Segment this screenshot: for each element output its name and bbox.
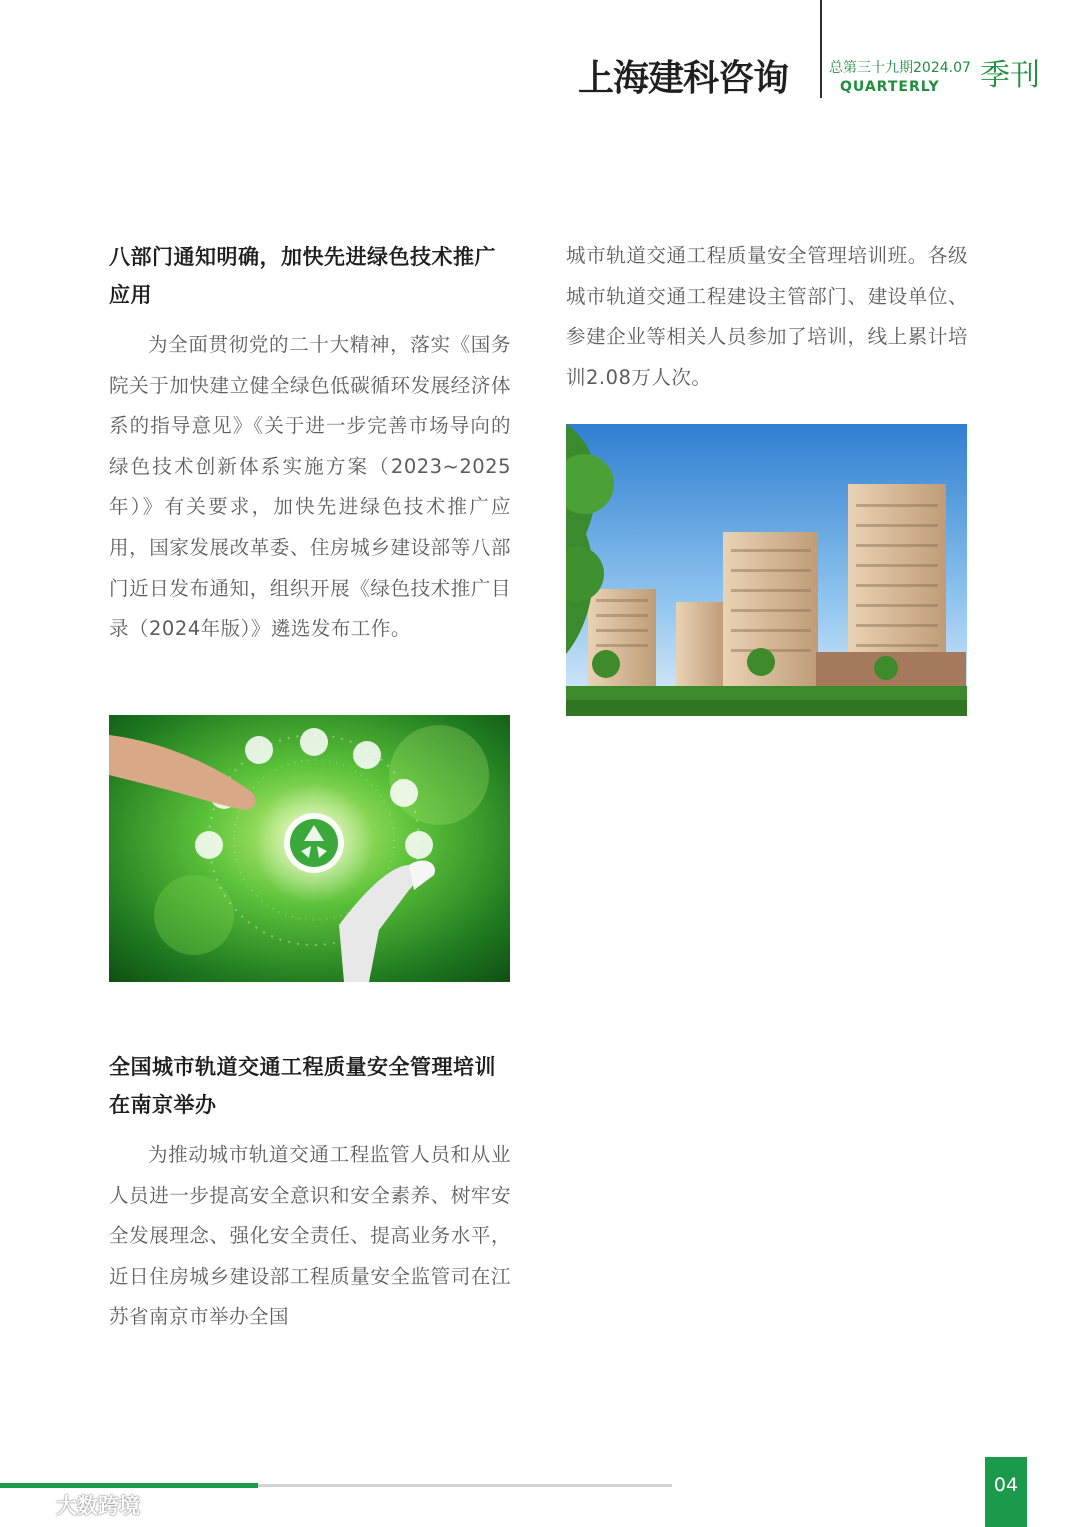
- footer-accent-rule: [0, 1483, 258, 1488]
- article-2: [109, 1048, 511, 1338]
- article-2-heading: 全国城市轨道交通工程质量安全管理培训在南京举办: [109, 1055, 496, 1117]
- article-2-continued: [566, 236, 968, 398]
- article-2-body-continued: 城市轨道交通工程质量安全管理培训班。各级城市轨道交通工程建设主管部门、建设单位、参建企业等相关人员参加了培训，线上累计培训2.08万人次。: [566, 244, 968, 389]
- article-1-body: 为全面贯彻党的二十大精神，落实《国务院关于加快建立健全绿色低碳循环发展经济体系的指导意见》《关于进一步完善市场导向的绿色技术创新体系实施方案（2023~2025年）》有关要求，加快先进绿色技术推广应用，国家发展改革委、住房城乡建设部等八部门近日发布通知，组织开展《绿色技术推广目录（2024年版）》遴选发布工作。: [109, 333, 511, 641]
- masthead-divider: [820, 0, 822, 98]
- issue-number: 总第三十九期2024.07: [829, 60, 971, 76]
- article-1-heading: 八部门通知明确，加快先进绿色技术推广应用: [109, 245, 496, 307]
- green-technology-image: [109, 715, 510, 982]
- quarterly-label: QUARTERLY: [840, 79, 940, 95]
- page-number: 04: [985, 1457, 1027, 1527]
- article-1: [109, 238, 511, 650]
- quarterly-chinese-label: 季刊: [980, 58, 1040, 93]
- article-2-body: 为推动城市轨道交通工程监管人员和从业人员进一步提高安全意识和安全素养、树牢安全发展理念、强化安全责任、提高业务水平，近日住房城乡建设部工程质量安全监管司在江苏省南京市举办全国: [109, 1143, 511, 1329]
- watermark-logo-icon: [10, 1491, 54, 1524]
- magazine-title: 上海建科咨询: [578, 58, 789, 99]
- residential-buildings-image: [566, 424, 967, 716]
- watermark: [10, 1490, 140, 1522]
- watermark-text: 大数跨境: [56, 1494, 140, 1518]
